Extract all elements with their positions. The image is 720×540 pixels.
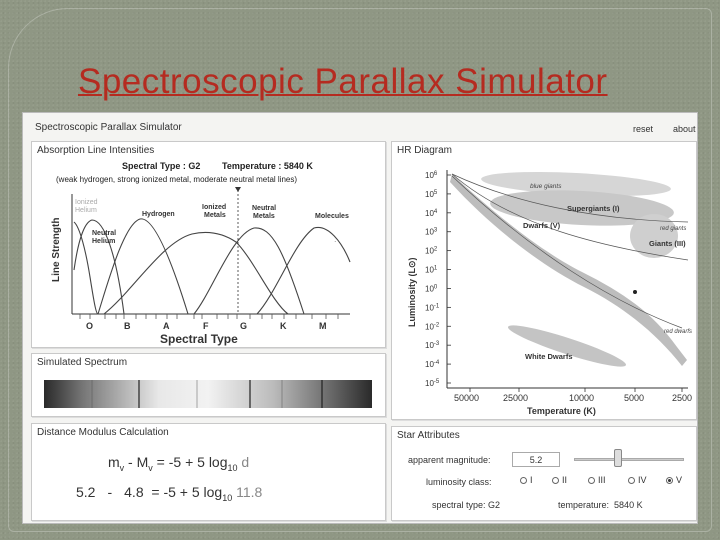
dot-marker: . [334, 234, 337, 244]
hr-y-tick-label: $10^{-2}$ [425, 322, 440, 332]
line-description: (weak hydrogen, strong ionized metal, moderate neutral metal lines) [56, 175, 298, 184]
hydrogen-label: Hydrogen [142, 211, 175, 218]
absorption-panel [31, 141, 386, 348]
hr-y-tick-label: $10^2$ [425, 246, 438, 256]
luminosity-radio-I[interactable]: I [520, 475, 533, 485]
hr-chart [392, 142, 698, 421]
ionized-metals-label-1: Ionized [202, 204, 227, 211]
luminosity-radio-II[interactable]: II [552, 475, 567, 485]
line-strength-label: Line Strength [51, 217, 62, 282]
distance-panel [31, 423, 386, 521]
molecules-label: Molecules [315, 213, 349, 220]
spectrum-panel [31, 353, 386, 417]
distance-formula: $m_v - M_v = -5 + 5$ $\log_{10} d$ [108, 454, 250, 473]
luminosity-radio-V[interactable]: V [666, 475, 682, 485]
ionized-helium-label-2: Helium [75, 207, 97, 214]
x-tick-A: A [163, 321, 170, 331]
white-dwarfs-label: White Dwarfs [525, 352, 573, 361]
distance-equation: 5.2 - 4.8 = -5 + 5 $\log_{10} 11.8$ [76, 484, 263, 503]
temperature-label: temperature: 5840 K [558, 500, 643, 510]
slider-thumb[interactable] [614, 449, 622, 467]
hr-x-tick-10000: 10000 [569, 393, 595, 403]
reset-link[interactable]: reset [633, 124, 654, 134]
ionized-metals-label-2: Metals [204, 212, 226, 219]
simulator-window [22, 112, 698, 524]
neutral-helium-label-1: Neutral [92, 230, 117, 237]
apparent-magnitude-slider[interactable] [574, 458, 684, 461]
absolute-magnitude-value: 4.8 [124, 484, 144, 500]
about-link[interactable]: about [673, 124, 696, 134]
temperature-axis-label: Temperature (K) [527, 406, 596, 416]
app-title: Spectroscopic Parallax Simulator [35, 122, 182, 133]
hr-y-tick-label: $10^6$ [425, 171, 438, 180]
apparent-magnitude-label: apparent magnitude: [408, 455, 491, 465]
hr-x-tick-5000: 5000 [624, 393, 645, 403]
giants-label: Giants (III) [649, 239, 686, 248]
distance-result: 11.8 [236, 484, 263, 500]
hr-x-tick-25000: 25000 [503, 393, 529, 403]
red-giants-label: red giants [660, 226, 687, 232]
x-tick-F: F [203, 321, 209, 331]
x-tick-M: M [319, 321, 327, 331]
x-tick-G: G [240, 321, 248, 331]
star-attributes-panel [391, 426, 697, 521]
white-dwarfs-region [506, 319, 629, 373]
spectral-type-label: spectral type: G2 [432, 500, 501, 510]
neutral-helium-label-2: Helium [92, 238, 116, 245]
hr-panel-title: HR Diagram [397, 145, 453, 156]
apparent-magnitude-input[interactable] [512, 452, 560, 467]
star-position-marker [633, 290, 637, 294]
hr-y-tick-label: $10^0$ [425, 284, 438, 294]
x-minor-ticks [80, 314, 338, 319]
hr-y-tick-label: $10^{-5}$ [425, 379, 440, 388]
spectral-type-axis-label: Spectral Type [160, 332, 238, 346]
hr-x-tick-2500: 2500 [672, 393, 693, 403]
neutral-metals-label-2: Metals [253, 213, 275, 220]
hr-x-tick-50000: 50000 [454, 393, 480, 403]
marker-arrow-icon [235, 187, 241, 192]
absorption-panel-title: Absorption Line Intensities [37, 145, 155, 156]
x-tick-B: B [124, 321, 131, 331]
hr-diagram-panel [391, 141, 697, 420]
luminosity-axis-label: Luminosity (L⊙) [407, 257, 417, 327]
spectrum-strip [32, 354, 387, 418]
neutral-metals-label-1: Neutral [252, 205, 277, 212]
hr-y-tick-label: $10^{-4}$ [425, 360, 440, 370]
apparent-magnitude-value: 5.2 [76, 484, 96, 500]
hr-y-tick-label: $10^3$ [425, 227, 438, 237]
hr-y-tick-label: $10^{-3}$ [425, 341, 440, 351]
neutral-metals-curve [194, 228, 304, 314]
x-tick-K: K [280, 321, 287, 331]
dwarfs-label: Dwarfs (V) [523, 221, 561, 230]
ionized-helium-label-1: Ionized [75, 199, 98, 206]
slide-title: Spectroscopic Parallax Simulator [78, 62, 608, 101]
hr-y-tick-label: $10^4$ [425, 208, 438, 218]
blue-giants-label: blue giants [530, 183, 562, 190]
hr-y-tick-label: $10^5$ [425, 189, 438, 199]
spectrum-panel-title: Simulated Spectrum [37, 357, 128, 368]
ionized-metals-curve [104, 232, 288, 314]
distance-panel-title: Distance Modulus Calculation [37, 427, 169, 438]
supergiants-label: Supergiants (I) [567, 204, 620, 213]
temperature-value: 5840 K [614, 500, 643, 510]
red-dwarfs-label: red dwarfs [664, 329, 693, 335]
spectrum-band [44, 380, 372, 408]
spectral-type-text: Spectral Type : G2 [122, 161, 201, 171]
hr-y-tick-label: $10^1$ [425, 265, 438, 275]
star-attributes-title: Star Attributes [397, 430, 460, 441]
luminosity-class-label: luminosity class: [426, 477, 492, 487]
spectral-type-value: G2 [488, 500, 501, 510]
temperature-text: Temperature : 5840 K [222, 161, 313, 171]
luminosity-radio-III[interactable]: III [588, 475, 606, 485]
hr-y-tick-label: $10^{-1}$ [425, 303, 440, 313]
x-tick-O: O [86, 321, 94, 331]
luminosity-radio-IV[interactable]: IV [628, 475, 647, 485]
absorption-chart [32, 142, 387, 349]
